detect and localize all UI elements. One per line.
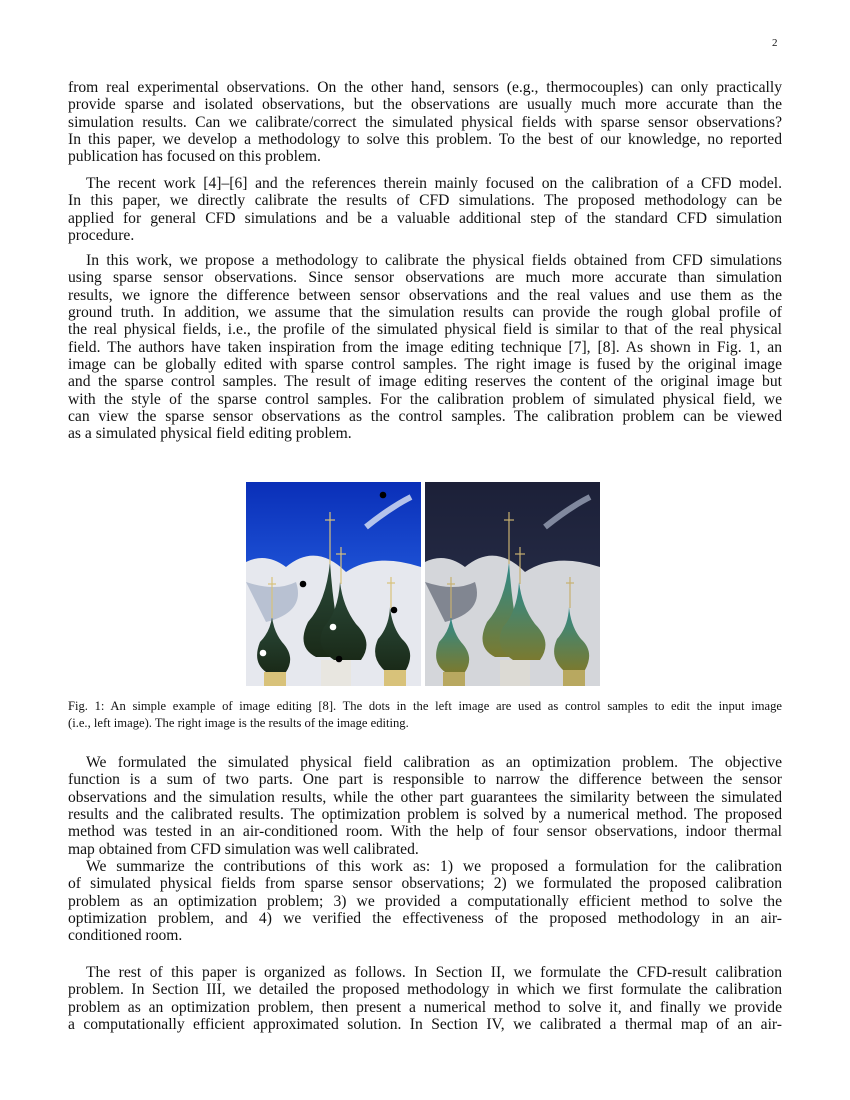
text-line: In this paper, we develop a methodology to solve this problem. To the best of our knowledge, no reported [68,131,782,149]
figure-1 [246,482,601,686]
text-line: problem as an optimization problem; 3) we provided a computationally efficient method to solve the [68,892,782,910]
figure-caption [68,699,782,734]
text-line: of simulated physical fields from sparse sensor observations; 2) we formulated the proposed calibration [68,875,782,893]
text-line: results and the calibrated results. The optimization problem is solved by a numerical method. The proposed [68,806,782,824]
text-line: with the style of the sparse control samples. For the calibration problem of simulated physical field, we [68,390,782,408]
caption-line: Fig. 1: An simple example of image editing [8]. The dots in the left image are used as control samples to edit the input image [68,699,782,713]
text-line: problem as an optimization problem, then present a numerical method to solve it, and finally we provide [68,998,782,1016]
text-line: field. The authors have taken inspiration from the image editing technique [7], [8]. As shown in Fig. 1, an [68,338,782,356]
text-line: image can be globally edited with sparse control samples. The right image is fused by the original image [68,356,782,374]
text-line: method was tested in an air-conditioned room. With the help of four sensor observations, indoor thermal [68,823,782,841]
original-image [246,482,421,686]
text-line: The recent work [4]–[6] and the references therein mainly focused on the calibration of a CFD model. [86,175,782,192]
text-line: results, we ignore the difference between sensor observations and the real values and use them as the [68,286,782,304]
text-line: The rest of this paper is organized as follows. In Section II, we formulate the CFD-result calibration [86,964,782,981]
text-line: We formulated the simulated physical field calibration as an optimization problem. The objective [86,754,782,771]
text-line: publication has focused on this problem. [68,148,321,166]
text-line: In this work, we propose a methodology to calibrate the physical fields obtained from CFD simulations [86,252,782,269]
caption-line: (i.e., left image). The right image is the results of the image editing. [68,716,409,731]
paragraph-5 [68,858,782,945]
text-line: In this paper, we directly calibrate the results of CFD simulations. The proposed methodology can be [68,192,782,210]
text-line: using sparse sensor observations. Since sensor observations are much more accurate than simulation [68,269,782,287]
text-line: simulation results. Can we calibrate/correct the simulated physical fields with sparse sensor observations? [68,113,782,131]
paragraph-1 [68,79,782,166]
edited-image [425,482,600,686]
text-line: provide sparse and isolated observations, but the observations are usually much more accurate than the [68,96,782,114]
text-line: We summarize the contributions of this work as: 1) we proposed a formulation for the calibration [86,858,782,875]
text-line: applied for general CFD simulations and be a valuable additional step of the standard CFD simulation [68,209,782,227]
text-line: function is a sum of two parts. One part is responsible to narrow the difference between the sensor [68,771,782,789]
text-line: the real physical fields, i.e., the profile of the simulated physical field is similar to that of the real physical [68,321,782,339]
text-line: a computationally efficient approximated solution. In Section IV, we calibrated a thermal map of an air- [68,1016,782,1034]
text-line: can view the sparse sensor observations as the control samples. The calibration problem can be viewed [68,408,782,426]
text-line: observations and the simulation results, while the other part guarantees the similarity between the simulated [68,788,782,806]
text-line: and the sparse control samples. The result of image editing reserves the content of the original image but [68,373,782,391]
text-line: optimization problem, and 4) we verified the effectiveness of the proposed methodology in an air- [68,910,782,928]
paragraph-2 [68,175,782,244]
paragraph-4 [68,754,782,858]
text-line: conditioned room. [68,927,183,945]
text-line: problem. In Section III, we detailed the proposed methodology in which we first formulate the calibration [68,981,782,999]
paragraph-6 [68,964,782,1033]
text-line: map obtained from CFD simulation was well calibrated. [68,840,419,858]
page-number: 2 [772,37,778,49]
text-line: procedure. [68,227,135,245]
text-line: ground truth. In addition, we assume that the simulation results can provide the rough global profile of [68,304,782,322]
text-line: from real experimental observations. On the other hand, sensors (e.g., thermocouples) can only practically [68,79,782,96]
text-line: as a simulated physical field editing problem. [68,425,352,443]
paragraph-3 [68,252,782,443]
